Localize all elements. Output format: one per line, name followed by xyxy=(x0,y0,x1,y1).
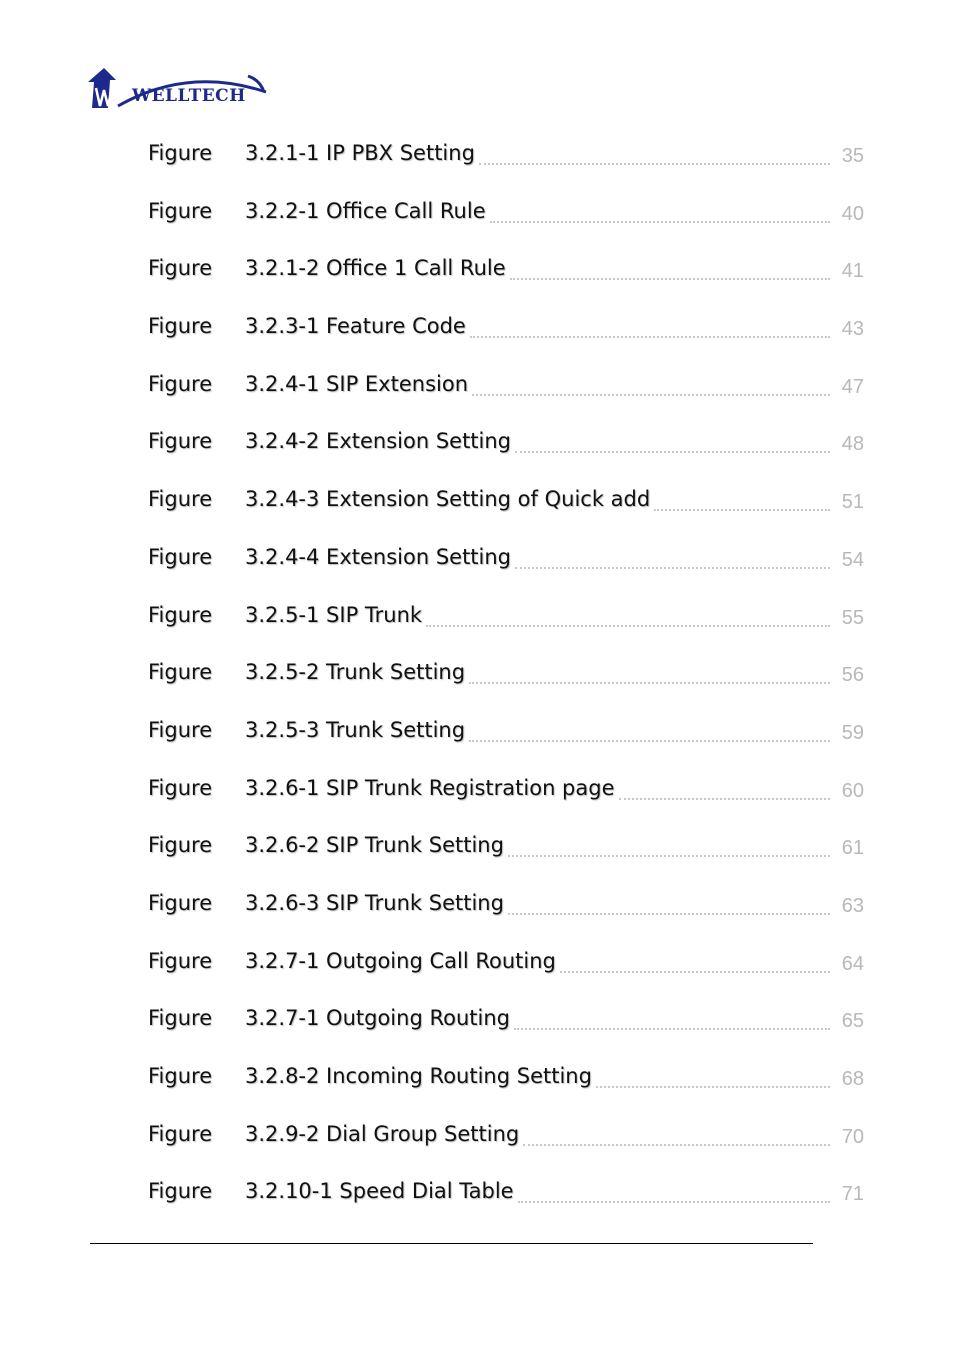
toc-entry-page: 68 xyxy=(841,1068,864,1090)
toc-entry-page: 43 xyxy=(841,318,864,341)
toc-entry-title: 3.2.5-3 Trunk Setting xyxy=(245,717,466,742)
toc-entry-text xyxy=(148,1062,592,1090)
toc-entry-text xyxy=(148,1177,514,1205)
toc-entry-title: 3.2.6-2 SIP Trunk Setting xyxy=(245,833,504,858)
toc-entry-text xyxy=(148,1120,519,1148)
toc-entry[interactable] xyxy=(148,1004,864,1062)
toc-entry-title: 3.2.7-1 Outgoing Routing xyxy=(245,1006,510,1031)
toc-entry-label: Figure xyxy=(148,198,213,223)
toc-entry-text xyxy=(148,312,466,340)
toc-entry-page: 63 xyxy=(841,894,864,917)
footer-rule xyxy=(90,1243,813,1244)
toc-entry-text xyxy=(148,774,615,802)
toc-entry-page: 55 xyxy=(841,606,864,629)
toc-entry-title: 3.2.2-1 Office Call Rule xyxy=(245,198,486,223)
toc-entry-text xyxy=(148,427,511,455)
toc-entry-title: 3.2.1-2 Office 1 Call Rule xyxy=(245,256,506,281)
toc-entry-text xyxy=(148,543,511,571)
toc-entry[interactable] xyxy=(148,197,864,255)
toc-entry-title: 3.2.4-3 Extension Setting of Quick add xyxy=(245,487,651,512)
toc-entry-page: 40 xyxy=(841,202,864,225)
toc-entry-page: 54 xyxy=(841,548,864,571)
toc-entry[interactable] xyxy=(148,601,864,659)
toc-entry-title: 3.2.4-4 Extension Setting xyxy=(245,544,512,569)
toc-entry[interactable] xyxy=(148,254,864,312)
toc-entry[interactable] xyxy=(148,485,864,543)
toc-entry-label: Figure xyxy=(148,948,213,973)
toc-entry-title: 3.2.4-2 Extension Setting xyxy=(245,429,512,454)
toc-entry-text xyxy=(148,831,504,859)
toc-entry[interactable] xyxy=(148,1062,864,1120)
toc-entry-label: Figure xyxy=(148,833,213,858)
dot-leader xyxy=(426,597,830,627)
dot-leader xyxy=(619,770,831,800)
toc-entry-page: 56 xyxy=(841,664,864,687)
dot-leader xyxy=(472,366,830,396)
dot-leader xyxy=(515,539,830,569)
toc-entry-title: 3.2.1-1 IP PBX Setting xyxy=(245,141,475,165)
toc-entry-title: 3.2.3-1 Feature Code xyxy=(245,314,466,339)
toc-entry-page: 35 xyxy=(841,145,864,167)
toc-entry-label: Figure xyxy=(148,371,213,396)
toc-entry[interactable] xyxy=(148,831,864,889)
toc-entry-page: 61 xyxy=(841,837,864,860)
toc-entry-text xyxy=(148,139,475,167)
toc-entry-label: Figure xyxy=(148,314,213,339)
toc-entry-title: 3.2.10-1 Speed Dial Table xyxy=(245,1179,514,1204)
toc-entry-text xyxy=(148,658,465,686)
toc-entry[interactable] xyxy=(148,312,864,370)
toc-entry[interactable] xyxy=(148,1177,864,1235)
toc-entry-page: 65 xyxy=(841,1010,864,1033)
toc-entry-text xyxy=(148,197,486,225)
toc-entry-label: Figure xyxy=(148,1064,213,1088)
dot-leader xyxy=(508,827,830,857)
toc-entry-label: Figure xyxy=(148,141,213,165)
toc-entry-title: 3.2.5-2 Trunk Setting xyxy=(245,660,466,685)
table-of-figures xyxy=(148,139,864,1235)
dot-leader xyxy=(514,1000,830,1030)
toc-entry-label: Figure xyxy=(148,487,213,512)
toc-entry[interactable] xyxy=(148,1120,864,1178)
toc-entry-label: Figure xyxy=(148,717,213,742)
toc-entry-title: 3.2.8-2 Incoming Routing Setting xyxy=(245,1064,592,1088)
toc-entry-label: Figure xyxy=(148,1179,213,1204)
dot-leader xyxy=(510,250,830,280)
toc-entry-text xyxy=(148,254,506,282)
toc-entry-title: 3.2.7-1 Outgoing Call Routing xyxy=(245,948,556,973)
dot-leader xyxy=(515,423,830,453)
toc-entry[interactable] xyxy=(148,543,864,601)
toc-entry[interactable] xyxy=(148,947,864,1005)
toc-entry-text xyxy=(148,1004,510,1032)
dot-leader xyxy=(508,885,830,915)
toc-entry-title: 3.2.4-1 SIP Extension xyxy=(245,371,469,396)
dot-leader xyxy=(596,1058,830,1088)
toc-entry-text xyxy=(148,947,556,975)
toc-entry-text xyxy=(148,370,468,398)
toc-entry-page: 47 xyxy=(841,375,864,398)
toc-entry-label: Figure xyxy=(148,429,213,454)
dot-leader xyxy=(479,135,830,165)
toc-entry-page: 51 xyxy=(841,491,864,514)
toc-entry-page: 70 xyxy=(841,1125,864,1148)
toc-entry-text xyxy=(148,485,650,513)
toc-entry[interactable] xyxy=(148,370,864,428)
toc-entry-text xyxy=(148,889,504,917)
toc-entry-text xyxy=(148,716,465,744)
toc-entry-label: Figure xyxy=(148,660,213,685)
dot-leader xyxy=(654,481,830,511)
dot-leader xyxy=(560,943,830,973)
toc-entry-label: Figure xyxy=(148,890,213,915)
toc-entry-text xyxy=(148,601,422,629)
toc-entry-page: 64 xyxy=(841,952,864,975)
dot-leader xyxy=(470,308,830,338)
toc-entry-label: Figure xyxy=(148,775,213,800)
toc-entry[interactable] xyxy=(148,774,864,832)
toc-entry-title: 3.2.6-3 SIP Trunk Setting xyxy=(245,890,504,915)
toc-entry-label: Figure xyxy=(148,1121,213,1146)
toc-entry[interactable] xyxy=(148,716,864,774)
toc-entry-page: 60 xyxy=(841,779,864,802)
toc-entry-title: 3.2.9-2 Dial Group Setting xyxy=(245,1121,520,1146)
toc-entry[interactable] xyxy=(148,658,864,716)
toc-entry-page: 41 xyxy=(841,260,864,283)
toc-entry[interactable] xyxy=(148,139,864,197)
toc-entry-label: Figure xyxy=(148,1006,213,1031)
toc-entry-page: 48 xyxy=(841,433,864,456)
logo-text: WELLTECH xyxy=(132,86,246,106)
dot-leader xyxy=(469,712,830,742)
dot-leader xyxy=(523,1116,830,1146)
toc-entry-page: 71 xyxy=(841,1183,864,1206)
dot-leader xyxy=(518,1173,830,1203)
toc-entry-label: Figure xyxy=(148,256,213,281)
toc-entry[interactable] xyxy=(148,889,864,947)
toc-entry-label: Figure xyxy=(148,602,213,627)
dot-leader xyxy=(490,193,830,223)
toc-entry-title: 3.2.6-1 SIP Trunk Registration page xyxy=(245,775,615,800)
toc-entry-page: 59 xyxy=(841,721,864,744)
toc-entry[interactable] xyxy=(148,427,864,485)
toc-entry-title: 3.2.5-1 SIP Trunk xyxy=(245,602,423,627)
toc-entry-label: Figure xyxy=(148,544,213,569)
dot-leader xyxy=(469,654,830,684)
